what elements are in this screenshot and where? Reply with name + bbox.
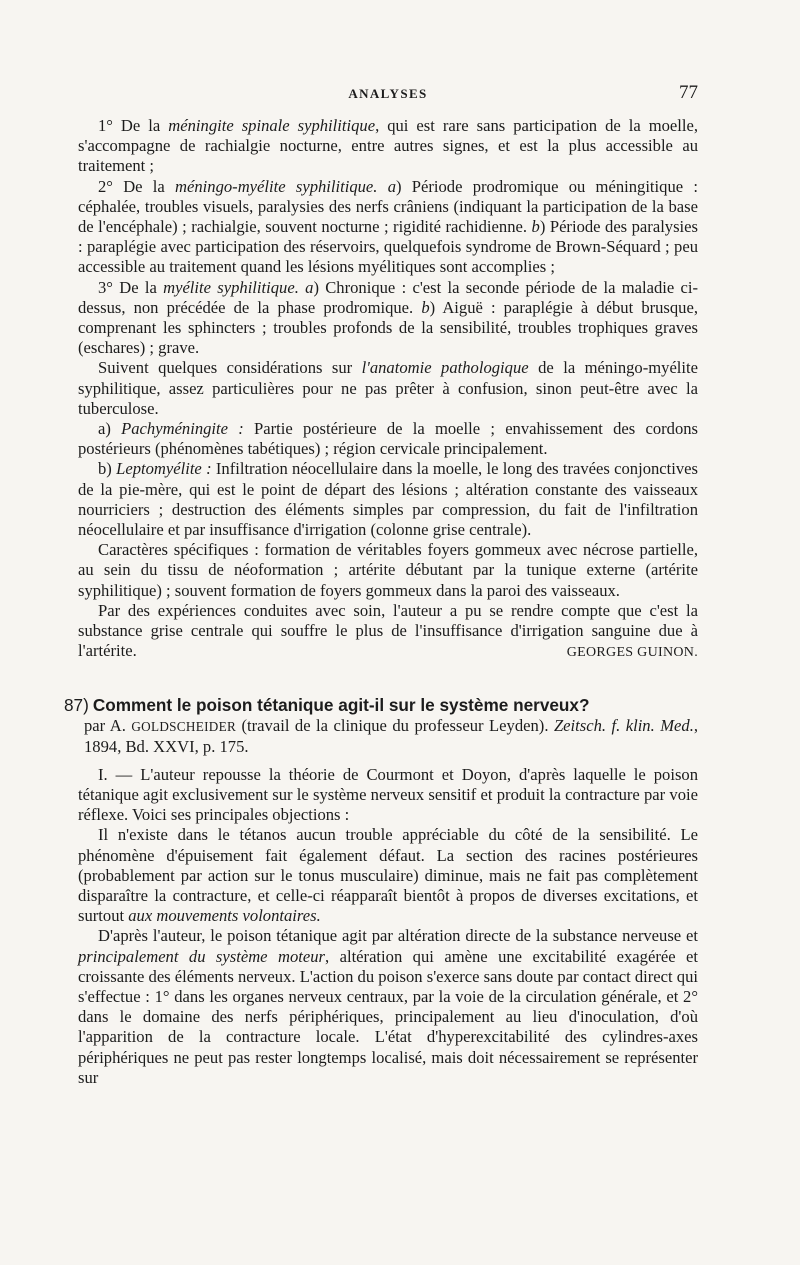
article-title: Comment le poison tétanique agit-il sur le système nerveux? bbox=[92, 694, 590, 715]
paragraph-anatomie bbox=[78, 358, 698, 419]
paragraph-pachymeningite bbox=[78, 419, 698, 459]
text-run: Par des expériences conduites avec soin, l'auteur a pu se rendre compte que c'est la substance grise centrale qui souffre le plus de l'insuffisance d'irrigation sanguine due à l'artérite. bbox=[78, 600, 698, 661]
paragraph-meningo-myelite bbox=[78, 177, 698, 278]
text-run: a) bbox=[98, 419, 122, 439]
article-heading bbox=[64, 694, 698, 716]
text-run: D'après l'auteur, le poison tétanique agit par altération directe de la substance nerveuse et bbox=[98, 926, 698, 946]
article-number: 87) bbox=[64, 694, 89, 715]
page-number: 77 bbox=[679, 82, 698, 103]
italic-term: principalement du système moteur bbox=[78, 946, 325, 966]
text-run: Suivent quelques considérations sur bbox=[98, 358, 362, 378]
paragraph-theorie: I. — L'auteur repousse la théorie de Courmont et Doyon, d'après laquelle le poison tétanique agit exclusivement sur le système nerveux sensitif et produit la contracture par voie réflexe. Voici ses principales objections : bbox=[78, 764, 698, 825]
article-byline bbox=[84, 716, 698, 757]
italic-term: méningo-myélite syphilitique. a bbox=[175, 176, 396, 196]
running-title: ANALYSES bbox=[348, 86, 428, 101]
text-run: Il n'existe dans le tétanos aucun trouble appréciable du côté de la sensibilité. Le phénomène d'épuisement fait également défaut. La section des racines postérieures (probablement par action sur le tonus musculaire) diminue, mais ne fait pas complètement disparaître la contracture, et celle-ci réapparaît bientôt à propos de diverses excitations, et surtout bbox=[78, 825, 698, 926]
text-run: b) bbox=[98, 459, 117, 479]
author-signature: GEORGES GUINON. bbox=[566, 645, 698, 661]
spacer bbox=[78, 757, 698, 765]
italic-letter: b bbox=[421, 297, 430, 317]
text-run: (travail de la clinique du professeur Leyden). bbox=[236, 715, 554, 735]
text-run: ) Aiguë : paraplégie à début brusque, comprenant les sphincters ; troubles profonds de la sensibilité, troubles trophiques graves (eschares) ; grave. bbox=[78, 297, 698, 358]
paragraph-meningite bbox=[78, 116, 698, 177]
italic-term: Pachyméningite : bbox=[121, 419, 244, 439]
paragraph-poison bbox=[78, 926, 698, 1088]
author-name: GOLDSCHEIDER bbox=[131, 718, 237, 734]
journal-title: Zeitsch. f. klin. Med. bbox=[553, 715, 694, 735]
text-run: Infiltration néocellulaire dans la moelle, le long des travées conjonctives de la pie-mère, qui est le point de départ des lésions ; altération constante des vaisseaux nourriciers ; destruction des éléments simples par compression, du fait de l'infiltration néocellulaire et par insuffisance d'irrigation (colonne grise centrale). bbox=[78, 459, 698, 540]
text-run: par A. bbox=[84, 715, 132, 735]
text-run: de la méningo-myélite syphilitique, assez particulières pour ne pas prêter à confusion, sinon peut-être avec la tuberculose. bbox=[78, 358, 699, 418]
text-run: 2° De la bbox=[98, 176, 176, 196]
text-run: , qui est rare sans participation de la moelle, s'accompagne de rachialgie nocturne, entre autres signes, et est la plus accessible au traitement ; bbox=[78, 116, 699, 176]
page-body bbox=[64, 116, 699, 1088]
paragraph-caracteres: Caractères spécifiques : formation de véritables foyers gommeux avec nécrose partielle, au sein du tissu de néoformation ; artérite débutant par la tunique externe (artérite syphilitique) ; souvent formation de foyers gommeux dans la paroi des vaisseaux. bbox=[78, 540, 698, 600]
page-header bbox=[78, 82, 698, 108]
text-run: ) Période prodromique ou méningitique : céphalée, troubles visuels, paralysies des nerfs crâniens (indiquant la participation de la base de l'encéphale) ; rachialgie, souvent nocturne ; rigidité rachidienne. bbox=[78, 176, 698, 237]
text-run: 3° De la bbox=[98, 277, 164, 297]
article-87 bbox=[64, 694, 699, 1088]
italic-term: méningite spinale syphilitique bbox=[168, 116, 376, 135]
text-run: Partie postérieure de la moelle ; envahissement des cordons postérieurs (phénomènes tabétiques) ; région cervicale principalement. bbox=[78, 419, 698, 459]
text-run: ) Période des paralysies : paraplégie avec participation des réservoirs, quelquefois syndrome de Brown-Séquard ; peu accessible au traitement quand les lésions myélitiques sont accomplies ; bbox=[78, 217, 698, 277]
text-run: , 1894, Bd. XXVI, p. 175. bbox=[84, 715, 699, 756]
text-run: ) Chronique : c'est la seconde période de la maladie ci-dessus, non précédée de la phase prodromique. bbox=[78, 277, 699, 317]
italic-letter: b bbox=[531, 217, 540, 237]
paragraph-experiences bbox=[78, 601, 698, 684]
paragraph-myelite bbox=[78, 278, 698, 359]
text-run: , altération qui amène une excitabilité exagérée et croissante des éléments nerveux. L'action du poison s'exerce sans doute par contact direct qui s'effectue : 1° dans les organes nerveux centraux, par la voie de la circulation générale, et 2° dans le domaine des nerfs périphériques, principalement au lieu d'inoculation, d'où l'apparition de la contracture locale. L'état d'hyperexcitabilité des cylindres-axes périphériques ne peut pas rester longtemps localisé, mais doit nécessairement se représenter sur bbox=[78, 946, 698, 1087]
italic-term: Leptomyélite : bbox=[116, 459, 212, 479]
paragraph-leptomyelite bbox=[78, 459, 698, 540]
paragraph-tetanos bbox=[78, 825, 698, 926]
text-run: 1° De la bbox=[98, 116, 169, 135]
italic-term: l'anatomie pathologique bbox=[361, 358, 529, 378]
italic-term: myélite syphilitique. a bbox=[163, 277, 314, 297]
italic-term: aux mouvements volontaires. bbox=[128, 906, 321, 926]
